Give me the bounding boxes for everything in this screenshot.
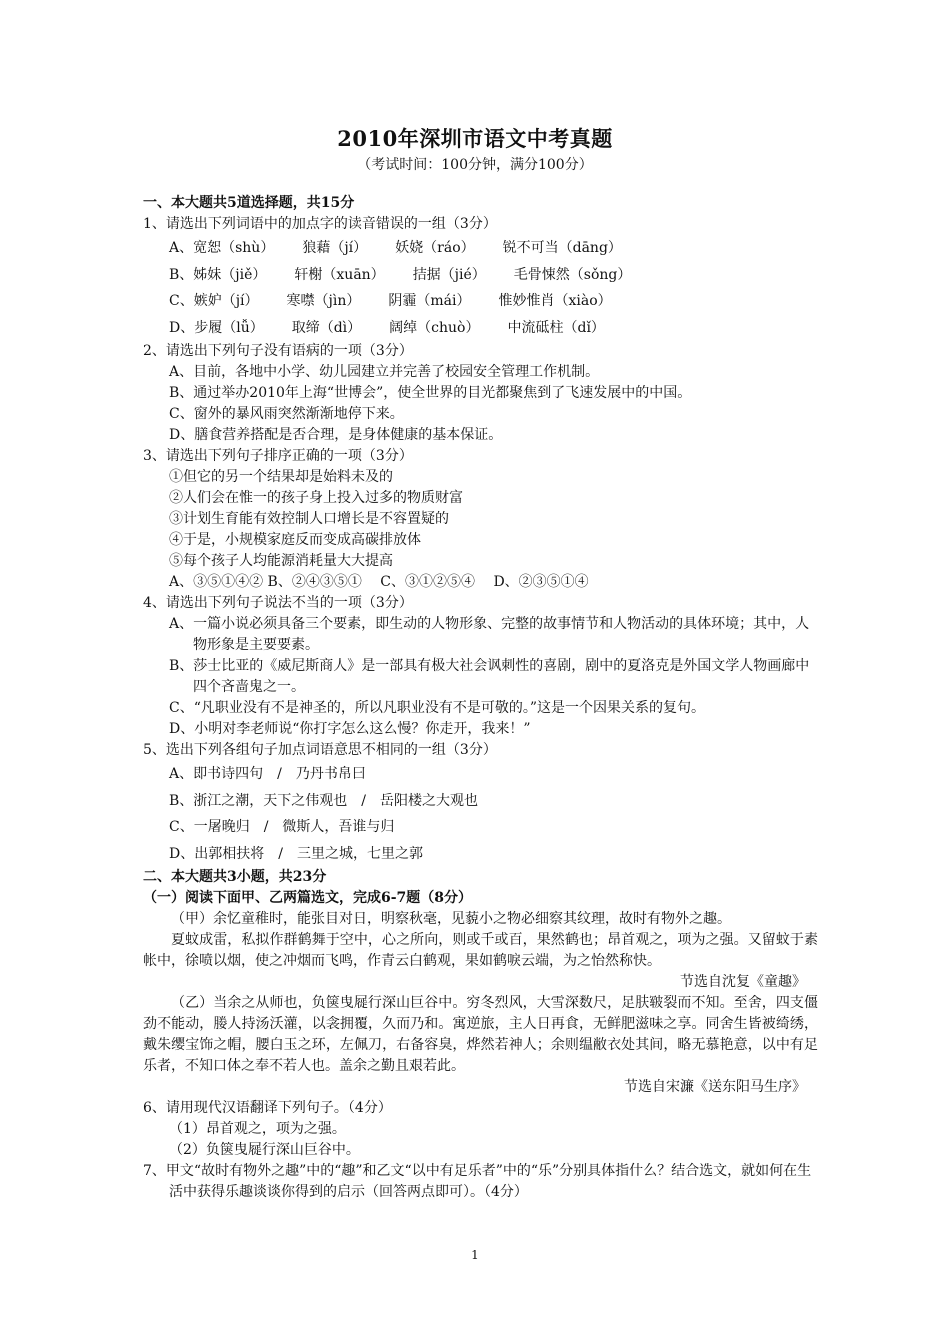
q1-option-b — [143, 262, 818, 289]
q3-stem: 3、请选出下列句子排序正确的一项（3分） — [143, 448, 413, 464]
q6-stem: 6、请用现代汉语翻译下列句子。（4分） — [143, 1100, 392, 1116]
q1-option-c — [143, 288, 818, 315]
q1-b-1: B、姊妹（jiě） — [169, 266, 267, 283]
q1-a-4: 锐不可当（dāng） — [502, 240, 622, 256]
page-subtitle: （考试时间：100分钟，满分100分） — [357, 157, 593, 173]
q3-item-4: ④于是，小规模家庭反而变成高碳排放体 — [169, 532, 421, 548]
q1-c-1: C、嫉妒（jí） — [169, 293, 259, 309]
q1-d-4: 中流砥柱（dǐ） — [507, 319, 605, 336]
q3-item-2: ②人们会在惟一的孩子身上投入过多的物质财富 — [169, 490, 463, 506]
q1-c-2: 寒噤（jìn） — [286, 293, 361, 309]
q4-option-c: C、“凡职业没有不是神圣的，所以凡职业没有不是可敬的。”这是一个因果关系的复句。 — [169, 700, 706, 716]
passage-a-p2: 夏蚊成雷，私拟作群鹤舞于空中，心之所向，则或千或百，果然鹤也；昂首观之，项为之强。又留蚊于素帐中，徐喷以烟，使之冲烟而飞鸣，作青云白鹤观，果如鹤唳云端，为之怡然称快。 — [143, 932, 818, 969]
q3-item-5: ⑤每个孩子人均能源消耗量大大提高 — [169, 553, 393, 569]
q2-option-b: B、通过举办2010年上海“世博会”，使全世界的目光都聚焦到了飞速发展中的中国。 — [169, 385, 692, 401]
q5-option-c: C、一屠晚归 / 微斯人，吾谁与归 — [169, 819, 395, 835]
q5-option-a: A、即书诗四句 / 乃丹书帛曰 — [169, 766, 366, 782]
q1-stem: 1、请选出下列词语中的加点字的读音错误的一组（3分） — [143, 216, 497, 232]
q6-item-1: （1）昂首观之，项为之强。 — [169, 1121, 346, 1137]
q1-d-2: 取缔（dì） — [291, 319, 362, 336]
q5-stem: 5、选出下列各组句子加点词语意思不相同的一组（3分） — [143, 742, 497, 758]
page-title: 2010年深圳市语文中考真题 — [337, 126, 613, 151]
q4-stem: 4、请选出下列句子说法不当的一项（3分） — [143, 595, 413, 611]
q1-option-a — [143, 235, 818, 262]
passage-b-p1: （乙）当余之从师也，负箧曳屣行深山巨谷中。穷冬烈风，大雪深数尺，足肤皲裂而不知。至舍，四支僵劲不能动，媵人持汤沃灌，以衾拥覆，久而乃和。寓逆旅，主人日再食，无鲜肥滋味之享。同舍生皆被绮绣，戴朱缨宝饰之帽，腰白玉之环，左佩刀，右备容臭，烨然若神人；余则缊敝衣处其间，略无慕艳意，以中有足乐者，不知口体之奉不若人也。盖余之勤且艰若此。 — [143, 995, 818, 1074]
q5-option-d: D、出郭相扶将 / 三里之城，七里之郭 — [169, 845, 423, 862]
q2-option-d: D、膳食营养搭配是否合理，是身体健康的基本保证。 — [169, 427, 503, 443]
q1-option-d — [143, 315, 818, 342]
passage-a-source: 节选自沈复《童趣》 — [680, 974, 806, 990]
q1-b-4: 毛骨悚然（sǒng） — [513, 266, 632, 283]
q1-b-3: 拮据（jié） — [412, 266, 486, 283]
section2-sub1: （一）阅读下面甲、乙两篇选文，完成6-7题（8分） — [143, 890, 473, 906]
q3-item-3: ③计划生育能有效控制人口增长是不容置疑的 — [169, 511, 449, 527]
q4-option-a: A、一篇小说必须具备三个要素，即生动的人物形象、完整的故事情节和人物活动的具体环境；其中，人物形象是主要要素。 — [169, 616, 810, 653]
q1-c-3: 阴霾（mái） — [388, 293, 471, 309]
q7-stem: 7、甲文“故时有物外之趣”中的“趣”和乙文“以中有足乐者”中的“乐”分别具体指什么？结合选文，就如何在生活中获得乐趣谈谈你得到的启示（回答两点即可）。（4分） — [143, 1163, 812, 1200]
q6-item-2: （2）负箧曳屣行深山巨谷中。 — [169, 1142, 360, 1158]
q4-option-b: B、莎士比亚的《威尼斯商人》是一部具有极大社会讽刺性的喜剧，剧中的夏洛克是外国文学人物画廊中四个吝啬鬼之一。 — [169, 658, 810, 695]
q1-c-4: 惟妙惟肖（xiào） — [498, 293, 612, 309]
q3-item-1: ①但它的另一个结果却是始料未及的 — [169, 469, 393, 485]
section2-heading: 二、本大题共3小题，共23分 — [143, 869, 327, 885]
q1-b-2: 轩榭（xuān） — [294, 266, 385, 283]
q1-a-3: 妖娆（ráo） — [395, 240, 475, 256]
q1-a-2: 狼藉（jí） — [302, 240, 368, 256]
q1-d-1: D、步履（lǚ） — [169, 319, 264, 336]
q5-option-b: B、浙江之潮，天下之伟观也 / 岳阳楼之大观也 — [169, 792, 479, 809]
passage-a-p1: （甲）余忆童稚时，能张目对日，明察秋毫，见藐小之物必细察其纹理，故时有物外之趣。 — [171, 911, 731, 927]
q1-d-3: 阔绰（chuò） — [389, 319, 480, 336]
exam-content — [143, 193, 818, 1203]
q2-option-a: A、目前，各地中小学、幼儿园建立并完善了校园安全管理工作机制。 — [169, 364, 600, 380]
section1-heading: 一、本大题共5道选择题，共15分 — [143, 195, 355, 211]
passage-b-source: 节选自宋濂《送东阳马生序》 — [624, 1079, 806, 1095]
page-number: 1 — [471, 1248, 479, 1262]
q1-a-1: A、宽恕（shù） — [169, 240, 275, 256]
q2-option-c: C、窗外的暴风雨突然渐渐地停下来。 — [169, 406, 404, 422]
q3-options: A、③⑤①④② B、②④③⑤① C、③①②⑤④ D、②③⑤①④ — [169, 574, 589, 590]
q2-stem: 2、请选出下列句子没有语病的一项（3分） — [143, 343, 413, 359]
q4-option-d: D、小明对李老师说“你打字怎么这么慢？你走开，我来！” — [169, 721, 531, 737]
